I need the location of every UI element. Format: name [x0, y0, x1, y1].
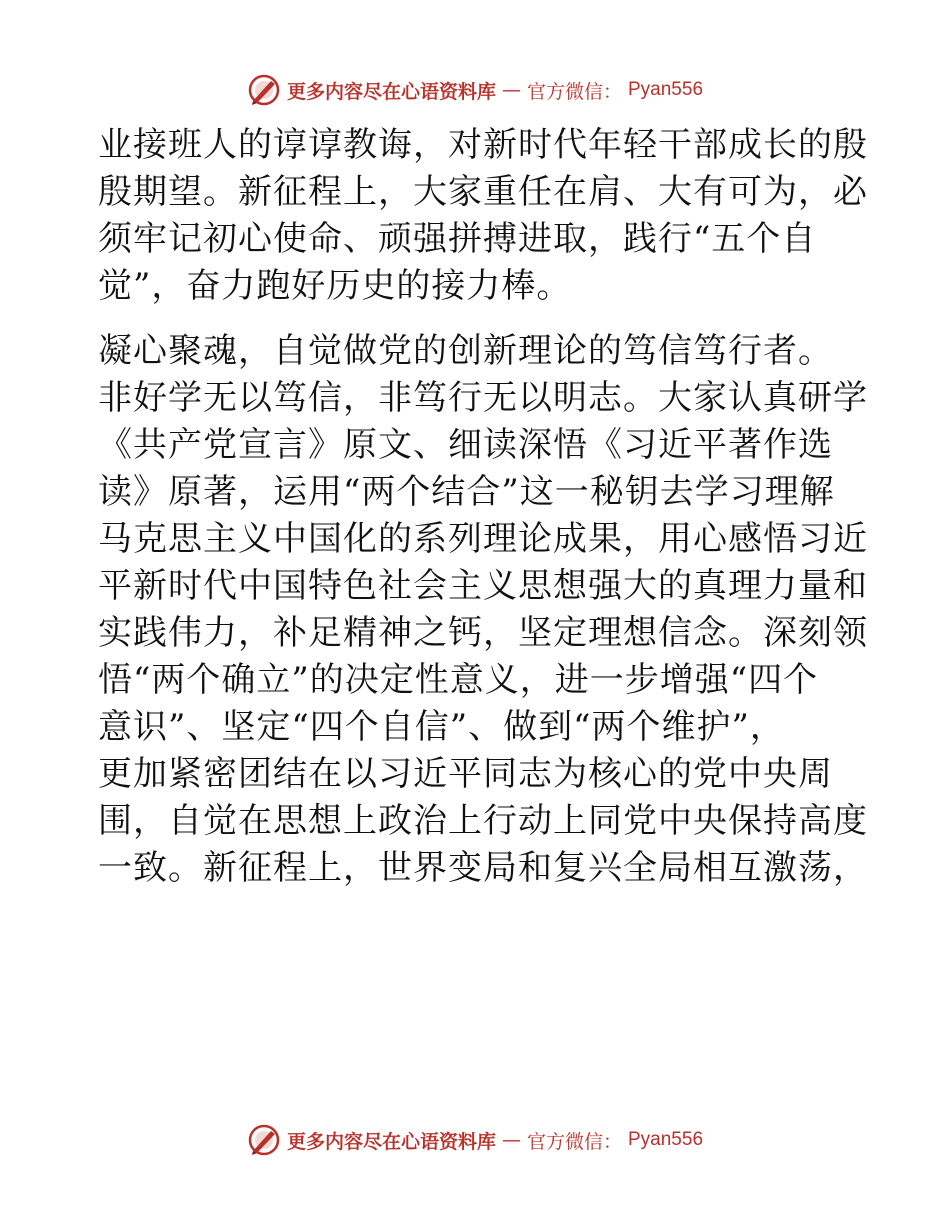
text-line: 凝心聚魂，自觉做党的创新理论的笃信笃行者。 — [98, 331, 833, 371]
paragraph-1 — [98, 122, 868, 310]
banner-dash: — — [501, 1129, 521, 1151]
banner-dash: — — [501, 79, 521, 101]
text-line: 一致。新征程上，世界变局和复兴全局相互激荡， — [98, 848, 868, 888]
text-line: 平新时代中国特色社会主义思想强大的真理力量和 — [98, 566, 868, 606]
text-line: 非好学无以笃信，非笃行无以明志。大家认真研学 — [98, 378, 868, 418]
banner-wechat-label: 官方微信： — [526, 1130, 622, 1153]
text-line: 意识”、坚定“四个自信”、做到“两个维护”， — [98, 707, 785, 747]
text-line: 读》原著，运用“两个结合”这一秘钥去学习理解 — [98, 472, 835, 512]
text-line: 业接班人的谆谆教诲，对新时代年轻干部成长的殷 — [98, 125, 868, 165]
pen-logo-icon — [247, 73, 281, 107]
text-line: 围，自觉在思想上政治上行动上同党中央保持高度 — [98, 801, 868, 841]
text-line: 《共产党宣言》原文、细读深悟《习近平著作选 — [98, 425, 833, 465]
text-line: 殷期望。新征程上，大家重任在肩、大有可为，必 — [98, 172, 868, 212]
banner-main-text: 更多内容尽在心语资料库 — [286, 1130, 496, 1153]
document-body — [98, 122, 868, 892]
text-line: 悟“两个确立”的决定性意义，进一步增强“四个 — [98, 660, 819, 700]
header-banner — [0, 70, 950, 110]
text-line: 实践伟力，补足精神之钙，坚定理想信念。深刻领 — [98, 613, 868, 653]
footer-banner — [0, 1120, 950, 1160]
paragraph-2 — [98, 328, 868, 892]
text-line: 马克思主义中国化的系列理论成果，用心感悟习近 — [98, 519, 868, 559]
text-line: 觉”，奋力跑好历史的接力棒。 — [98, 266, 572, 306]
banner-wechat-id: Pyan556 — [628, 79, 704, 100]
banner-main-text: 更多内容尽在心语资料库 — [286, 80, 496, 103]
text-line: 更加紧密团结在以习近平同志为核心的党中央周 — [98, 754, 833, 794]
banner-wechat-id: Pyan556 — [628, 1129, 704, 1150]
pen-logo-icon — [247, 1123, 281, 1157]
banner-wechat-label: 官方微信： — [526, 80, 622, 103]
text-line: 须牢记初心使命、顽强拼搏进取，践行“五个自 — [98, 219, 817, 259]
